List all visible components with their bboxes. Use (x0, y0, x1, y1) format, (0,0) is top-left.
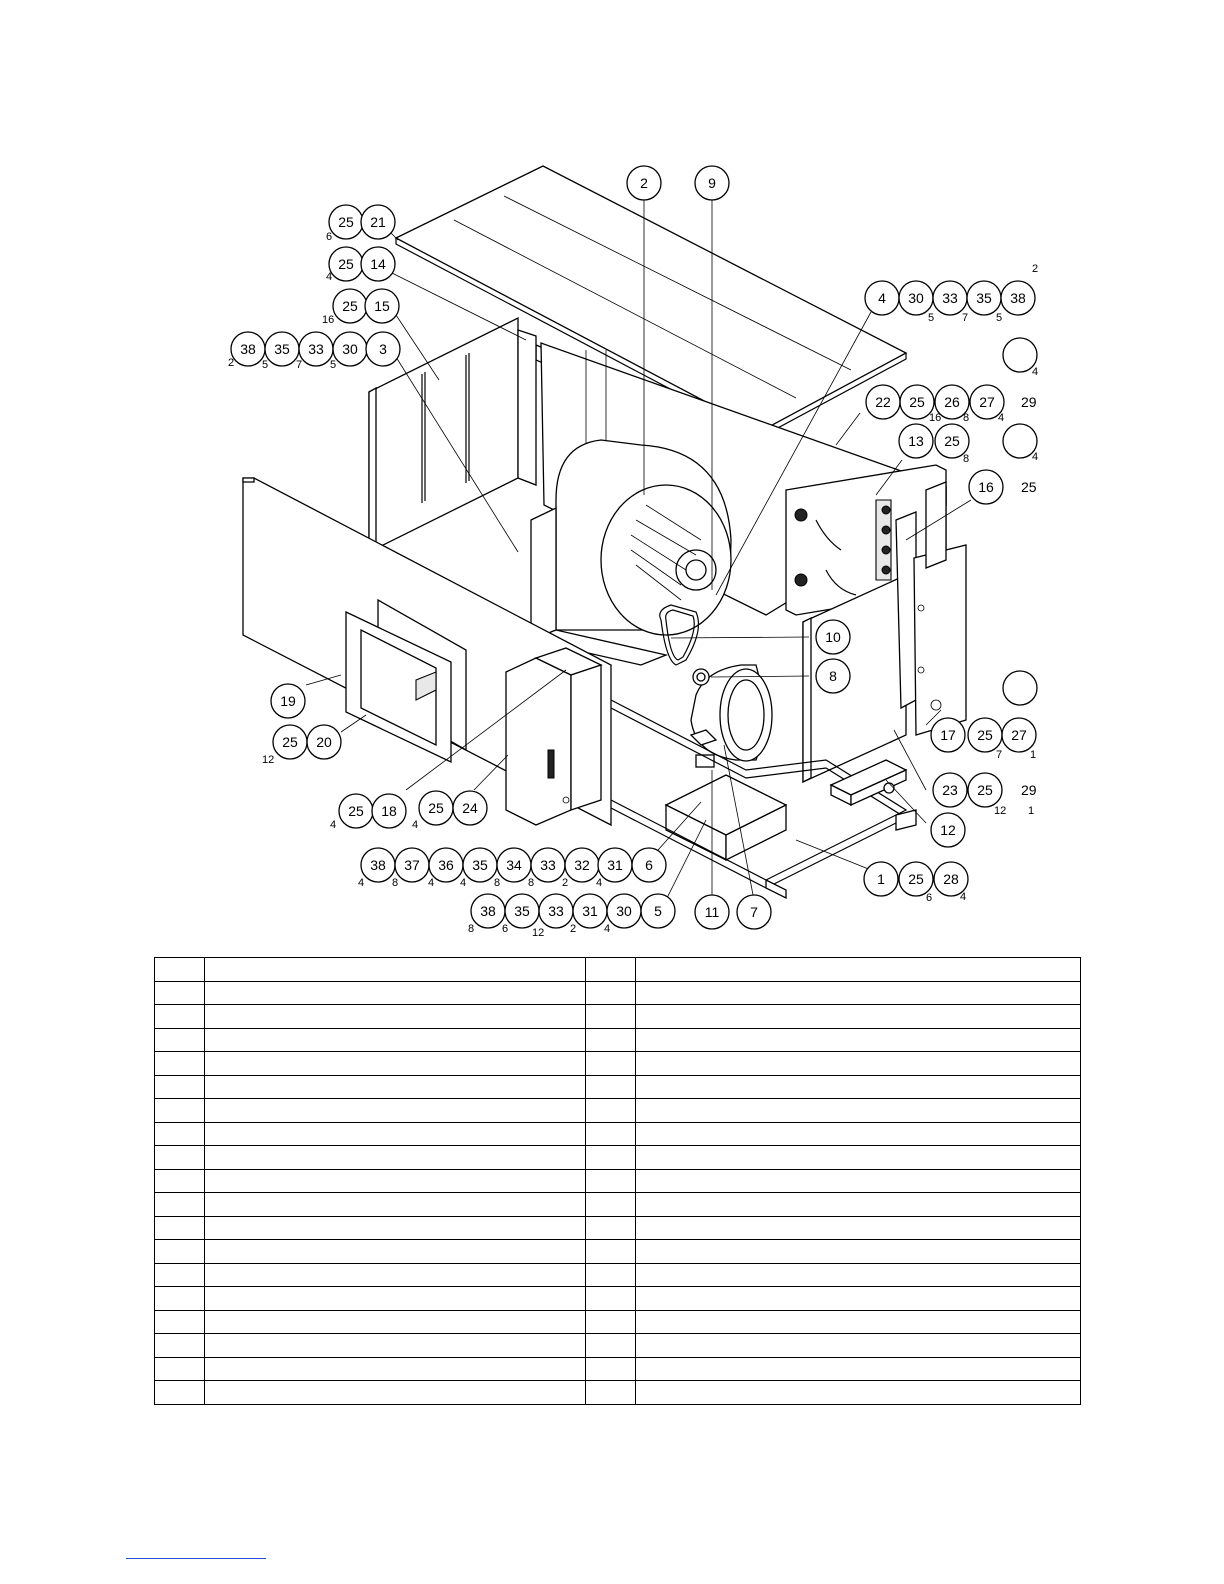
table-cell (636, 1052, 1081, 1076)
quantity-note: 5 (996, 312, 1003, 324)
svg-text:4: 4 (878, 290, 886, 306)
svg-text:25: 25 (977, 782, 993, 798)
svg-text:38: 38 (480, 903, 496, 919)
callout-balloon-15 (365, 289, 399, 323)
svg-text:33: 33 (942, 290, 958, 306)
table-cell (586, 1122, 636, 1146)
quantity-note: 4 (596, 877, 603, 889)
table-row (155, 1357, 1081, 1381)
table-cell (636, 981, 1081, 1005)
quantity-note: 1 (1028, 805, 1035, 817)
table-cell (205, 1099, 586, 1123)
table-cell (636, 1075, 1081, 1099)
svg-text:9: 9 (708, 175, 716, 191)
table-cell (155, 1357, 205, 1381)
svg-text:38: 38 (370, 857, 386, 873)
callout-balloon-34 (497, 848, 531, 882)
quantity-note: 4 (460, 877, 467, 889)
quantity-note: 4 (1032, 366, 1039, 378)
svg-text:25: 25 (342, 298, 358, 314)
callout-balloon-17 (931, 718, 965, 752)
quantity-note: 4 (412, 819, 419, 831)
callout-balloon-19 (271, 684, 305, 718)
callout-balloon-23 (933, 773, 967, 807)
table-cell (205, 1052, 586, 1076)
table-row (155, 1334, 1081, 1358)
svg-text:36: 36 (438, 857, 454, 873)
callout-balloon-25 (339, 794, 373, 828)
table-cell (205, 1381, 586, 1405)
callout-balloon-38 (1001, 281, 1035, 315)
svg-text:30: 30 (908, 290, 924, 306)
callout-balloon-20 (307, 725, 341, 759)
callout-balloon-25 (968, 718, 1002, 752)
table-cell (636, 1005, 1081, 1029)
table-cell (586, 1075, 636, 1099)
quantity-note: 5 (262, 359, 269, 371)
table-cell (155, 1146, 205, 1170)
table-cell (155, 1122, 205, 1146)
table-row (155, 1122, 1081, 1146)
callout-balloon-21 (361, 205, 395, 239)
svg-text:38: 38 (1010, 290, 1026, 306)
table-cell (155, 1263, 205, 1287)
table-cell (586, 1005, 636, 1029)
svg-text:24: 24 (462, 800, 478, 816)
blower-housing (531, 440, 731, 665)
callout-balloon-33 (539, 894, 573, 928)
parts-list-table (154, 957, 1081, 1405)
svg-text:14: 14 (370, 256, 386, 272)
svg-text:28: 28 (943, 871, 959, 887)
fan-motor (691, 665, 772, 761)
quantity-note: 2 (1032, 263, 1039, 275)
callout-balloon-blank (1003, 671, 1037, 705)
svg-text:25: 25 (338, 214, 354, 230)
table-row (155, 1263, 1081, 1287)
table-cell (205, 1193, 586, 1217)
table-cell (155, 1005, 205, 1029)
table-cell (155, 1052, 205, 1076)
callout-balloon-31 (598, 848, 632, 882)
table-row (155, 1193, 1081, 1217)
callout-balloon-1 (864, 862, 898, 896)
quantity-note: 7 (996, 749, 1003, 761)
table-cell (155, 1028, 205, 1052)
electrical-box (506, 648, 601, 825)
svg-text:5: 5 (654, 903, 662, 919)
quantity-note: 6 (926, 892, 933, 904)
quantity-note: 5 (330, 359, 337, 371)
svg-text:2: 2 (640, 175, 648, 191)
table-row (155, 958, 1081, 982)
callout-balloon-4 (865, 281, 899, 315)
svg-text:35: 35 (274, 341, 290, 357)
quantity-note: 8 (528, 877, 535, 889)
table-cell (205, 1028, 586, 1052)
svg-text:8: 8 (829, 668, 837, 684)
table-row (155, 1169, 1081, 1193)
svg-text:23: 23 (942, 782, 958, 798)
callout-balloon-31 (573, 894, 607, 928)
svg-text:25: 25 (348, 803, 364, 819)
table-cell (205, 1122, 586, 1146)
svg-text:15: 15 (374, 298, 390, 314)
svg-text:25: 25 (909, 394, 925, 410)
quantity-note: 16 (322, 314, 335, 326)
svg-text:33: 33 (308, 341, 324, 357)
table-cell (205, 1216, 586, 1240)
callout-balloon-12 (931, 813, 965, 847)
callout-balloon-37 (395, 848, 429, 882)
svg-text:25: 25 (428, 800, 444, 816)
table-cell (205, 981, 586, 1005)
table-cell (636, 958, 1081, 982)
table-cell (586, 1193, 636, 1217)
svg-text:30: 30 (342, 341, 358, 357)
table-cell (155, 1099, 205, 1123)
quantity-note: 4 (604, 923, 611, 935)
table-row (155, 1146, 1081, 1170)
table-cell (586, 981, 636, 1005)
table-cell (636, 1240, 1081, 1264)
callout-balloon-14 (361, 247, 395, 281)
table-cell (155, 1381, 205, 1405)
svg-text:17: 17 (940, 727, 956, 743)
svg-text:25: 25 (282, 734, 298, 750)
table-cell (636, 1310, 1081, 1334)
svg-text:27: 27 (1011, 727, 1027, 743)
table-cell (155, 1310, 205, 1334)
callout-balloon-25 (899, 862, 933, 896)
table-row (155, 1216, 1081, 1240)
svg-text:22: 22 (875, 394, 891, 410)
exploded-assembly-drawing (226, 160, 1066, 940)
svg-text:26: 26 (944, 394, 960, 410)
quantity-note: 7 (296, 359, 303, 371)
callout-balloon-7 (737, 895, 771, 929)
callout-balloon-32 (565, 848, 599, 882)
quantity-note: 8 (963, 453, 970, 465)
table-cell (205, 1263, 586, 1287)
table-cell (586, 1381, 636, 1405)
callout-balloon-35 (505, 894, 539, 928)
svg-text:34: 34 (506, 857, 522, 873)
callout-balloon-3 (366, 332, 400, 366)
table-cell (636, 1334, 1081, 1358)
callout-label-29: 29 (1021, 782, 1037, 798)
svg-text:35: 35 (472, 857, 488, 873)
table-cell (636, 1216, 1081, 1240)
callout-balloon-35 (967, 281, 1001, 315)
callout-balloon-38 (231, 332, 265, 366)
table-cell (636, 1263, 1081, 1287)
callout-balloon-30 (607, 894, 641, 928)
table-cell (205, 1334, 586, 1358)
callout-balloon-2 (627, 166, 661, 200)
table-cell (155, 981, 205, 1005)
callout-balloon-22 (866, 385, 900, 419)
callout-balloon-9 (695, 166, 729, 200)
table-cell (586, 1357, 636, 1381)
table-cell (155, 1193, 205, 1217)
table-cell (205, 958, 586, 982)
quantity-note: 2 (562, 877, 569, 889)
callout-balloon-13 (899, 424, 933, 458)
table-cell (636, 1287, 1081, 1311)
svg-text:30: 30 (616, 903, 632, 919)
table-cell (155, 1334, 205, 1358)
callout-balloon-10 (816, 620, 850, 654)
quantity-note: 4 (330, 819, 337, 831)
table-cell (205, 1005, 586, 1029)
callout-balloon-18 (372, 794, 406, 828)
table-cell (586, 1287, 636, 1311)
quantity-note: 6 (502, 923, 509, 935)
table-row (155, 1099, 1081, 1123)
callout-balloon-24 (453, 791, 487, 825)
callout-balloon-25 (333, 289, 367, 323)
quantity-note: 1 (1030, 749, 1037, 761)
quantity-note: 2 (570, 923, 577, 935)
svg-text:25: 25 (908, 871, 924, 887)
svg-text:3: 3 (379, 341, 387, 357)
table-cell (586, 1146, 636, 1170)
quantity-note: 4 (1032, 451, 1039, 463)
callout-balloon-35 (265, 332, 299, 366)
quantity-note: 4 (960, 891, 967, 903)
drain-pan (831, 760, 906, 805)
callout-balloon-33 (531, 848, 565, 882)
table-row (155, 1075, 1081, 1099)
table-row (155, 1028, 1081, 1052)
svg-text:35: 35 (976, 290, 992, 306)
quantity-note: 12 (994, 805, 1007, 817)
table-cell (586, 1028, 636, 1052)
quantity-note: 5 (928, 312, 935, 324)
table-cell (205, 1310, 586, 1334)
table-cell (205, 1146, 586, 1170)
svg-text:19: 19 (280, 693, 296, 709)
svg-text:25: 25 (944, 433, 960, 449)
callout-label-29: 29 (1021, 394, 1037, 410)
callout-balloon-25 (273, 725, 307, 759)
svg-text:16: 16 (978, 479, 994, 495)
svg-text:37: 37 (404, 857, 420, 873)
quantity-note: 16 (929, 412, 942, 424)
table-cell (586, 1052, 636, 1076)
callout-balloon-8 (816, 659, 850, 693)
table-cell (636, 1122, 1081, 1146)
table-row (155, 1310, 1081, 1334)
svg-text:6: 6 (645, 857, 653, 873)
callout-balloon-33 (299, 332, 333, 366)
table-cell (586, 958, 636, 982)
svg-text:21: 21 (370, 214, 386, 230)
quantity-note: 12 (532, 927, 545, 939)
table-cell (636, 1146, 1081, 1170)
table-cell (586, 1216, 636, 1240)
table-row (155, 1005, 1081, 1029)
quantity-note: 8 (963, 412, 970, 424)
table-cell (155, 1169, 205, 1193)
svg-text:25: 25 (338, 256, 354, 272)
svg-text:1: 1 (877, 871, 885, 887)
table-row (155, 1240, 1081, 1264)
callout-balloon-25 (329, 205, 363, 239)
quantity-note: 6 (326, 231, 333, 243)
svg-text:25: 25 (977, 727, 993, 743)
table-row (155, 1381, 1081, 1405)
quantity-note: 8 (392, 877, 399, 889)
callout-balloon-30 (333, 332, 367, 366)
quantity-note: 8 (468, 923, 475, 935)
callout-balloon-6 (632, 848, 666, 882)
table-cell (155, 1287, 205, 1311)
callout-balloon-25 (329, 247, 363, 281)
svg-text:31: 31 (607, 857, 623, 873)
table-row (155, 1052, 1081, 1076)
callout-balloon-27 (1002, 718, 1036, 752)
table-cell (205, 1240, 586, 1264)
callout-balloon-33 (933, 281, 967, 315)
svg-text:10: 10 (825, 629, 841, 645)
table-cell (636, 1099, 1081, 1123)
table-cell (155, 1240, 205, 1264)
callout-balloon-25 (968, 773, 1002, 807)
table-cell (636, 1169, 1081, 1193)
table-cell (586, 1169, 636, 1193)
callout-balloon-30 (899, 281, 933, 315)
svg-text:27: 27 (979, 394, 995, 410)
svg-text:18: 18 (381, 803, 397, 819)
table-cell (636, 1381, 1081, 1405)
svg-text:7: 7 (750, 904, 758, 920)
quantity-note: 4 (326, 271, 333, 283)
table-cell (586, 1334, 636, 1358)
footer-link-underline[interactable] (126, 1558, 266, 1559)
callout-balloon-11 (695, 895, 729, 929)
quantity-note: 12 (262, 754, 275, 766)
table-cell (636, 1193, 1081, 1217)
quantity-note: 7 (962, 312, 969, 324)
callout-label-25: 25 (1021, 479, 1037, 495)
table-cell (586, 1099, 636, 1123)
callout-balloon-35 (463, 848, 497, 882)
table-cell (636, 1357, 1081, 1381)
svg-text:33: 33 (548, 903, 564, 919)
svg-text:38: 38 (240, 341, 256, 357)
callout-balloon-38 (361, 848, 395, 882)
svg-text:12: 12 (940, 822, 956, 838)
table-cell (205, 1287, 586, 1311)
callout-balloon-38 (471, 894, 505, 928)
table-cell (586, 1310, 636, 1334)
quantity-note: 4 (358, 877, 365, 889)
table-cell (205, 1169, 586, 1193)
motor-mount-base (666, 755, 786, 860)
table-cell (586, 1263, 636, 1287)
quantity-note: 4 (428, 877, 435, 889)
quantity-note: 2 (228, 357, 235, 369)
svg-text:35: 35 (514, 903, 530, 919)
table-cell (636, 1028, 1081, 1052)
callout-balloon-16 (969, 470, 1003, 504)
svg-text:11: 11 (704, 904, 720, 920)
table-row (155, 981, 1081, 1005)
svg-text:31: 31 (582, 903, 598, 919)
coil-support-channel (926, 482, 946, 568)
callout-balloon-25 (419, 791, 453, 825)
table-cell (205, 1075, 586, 1099)
callout-balloon-5 (641, 894, 675, 928)
quantity-note: 4 (998, 412, 1005, 424)
table-row (155, 1287, 1081, 1311)
table-cell (155, 1216, 205, 1240)
svg-text:32: 32 (574, 857, 590, 873)
table-cell (155, 1075, 205, 1099)
svg-text:20: 20 (316, 734, 332, 750)
table-cell (155, 958, 205, 982)
table-cell (205, 1357, 586, 1381)
quantity-note: 8 (494, 877, 501, 889)
svg-text:33: 33 (540, 857, 556, 873)
svg-text:13: 13 (908, 433, 924, 449)
table-cell (586, 1240, 636, 1264)
